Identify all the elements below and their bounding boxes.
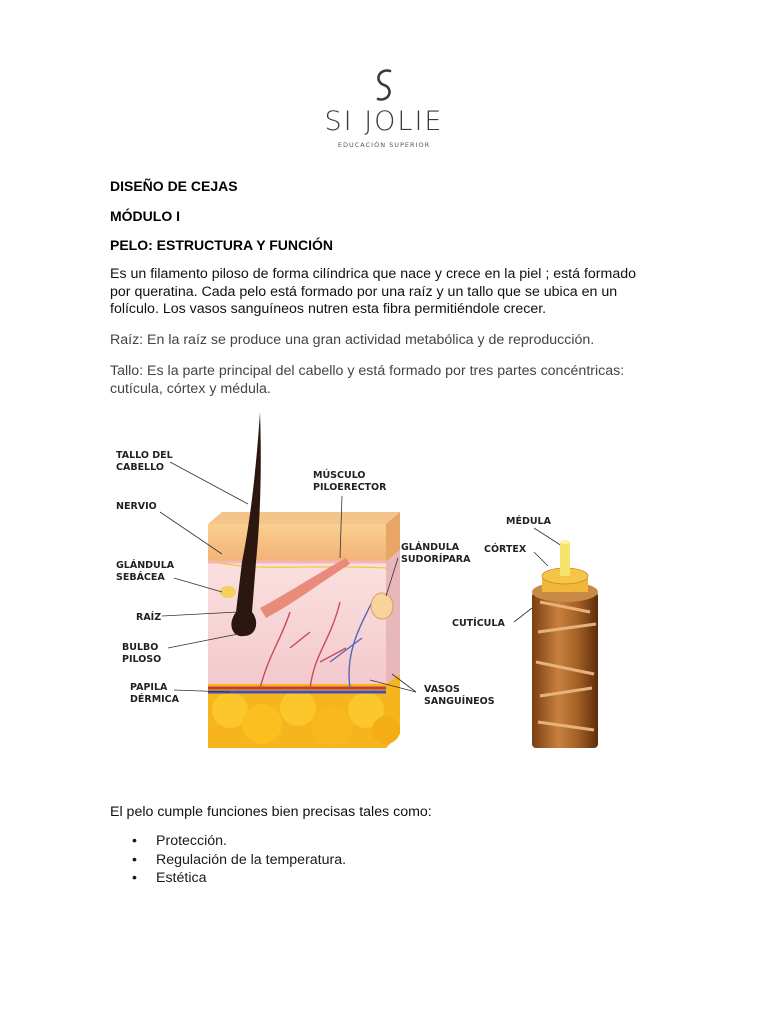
logo-mark-icon	[372, 68, 396, 102]
course-title: DISEÑO DE CEJAS	[110, 178, 238, 194]
label-vasos-2: SANGUÍNEOS	[424, 696, 495, 707]
label-raiz: RAÍZ	[136, 612, 162, 623]
label-bulbo-1: BULBO	[122, 642, 159, 653]
logo	[0, 68, 768, 149]
logo-name: SI JOLIE	[324, 106, 444, 137]
label-glandula-sudoripara-2: SUDORÍPARA	[401, 554, 471, 565]
label-papila-1: PAPILA	[130, 682, 168, 693]
list-item: • Protección.	[110, 832, 346, 851]
functions-list	[110, 832, 346, 888]
label-papila-2: DÉRMICA	[130, 694, 180, 705]
logo-subtitle: EDUCACIÓN SUPERIOR	[337, 141, 431, 149]
label-musculo-2: PILOERECTOR	[313, 482, 387, 493]
label-medula: MÉDULA	[506, 516, 551, 527]
label-glandula-sebacea-2: SEBÁCEA	[116, 572, 165, 583]
tallo-paragraph: Tallo: Es la parte principal del cabello y está formado por tres partes concéntricas: cutícula, córtex y médula.	[110, 363, 625, 397]
hair-structure-diagram	[110, 412, 658, 764]
label-glandula-sebacea-1: GLÁNDULA	[116, 560, 175, 571]
label-cuticula: CUTÍCULA	[452, 618, 505, 629]
label-tallo-2: CABELLO	[116, 462, 164, 473]
hair-fiber-cylinder	[532, 540, 598, 748]
label-cortex: CÓRTEX	[484, 544, 527, 555]
list-item: • Regulación de la temperatura.	[110, 851, 346, 870]
list-item: • Estética	[110, 869, 346, 888]
label-vasos-1: VASOS	[424, 684, 460, 695]
module-title: MÓDULO I	[110, 208, 180, 224]
label-glandula-sudoripara-1: GLÁNDULA	[401, 542, 460, 553]
topic-title: PELO: ESTRUCTURA Y FUNCIÓN	[110, 237, 333, 253]
label-musculo-1: MÚSCULO	[313, 470, 366, 481]
raiz-paragraph: Raíz: En la raíz se produce una gran actividad metabólica y de reproducción.	[110, 332, 595, 348]
intro-paragraph: Es un filamento piloso de forma cilíndrica que nace y crece en la piel ; está formado por queratina. Cada pelo está formado por una raíz y un tallo que se ubica en un folículo. Los vasos sanguíneos nutren esta fibra permitiéndole crecer.	[110, 266, 637, 317]
label-tallo-1: TALLO DEL	[116, 450, 173, 461]
functions-intro: El pelo cumple funciones bien precisas tales como:	[110, 804, 432, 820]
label-nervio: NERVIO	[116, 501, 157, 512]
label-bulbo-2: PILOSO	[122, 654, 162, 665]
